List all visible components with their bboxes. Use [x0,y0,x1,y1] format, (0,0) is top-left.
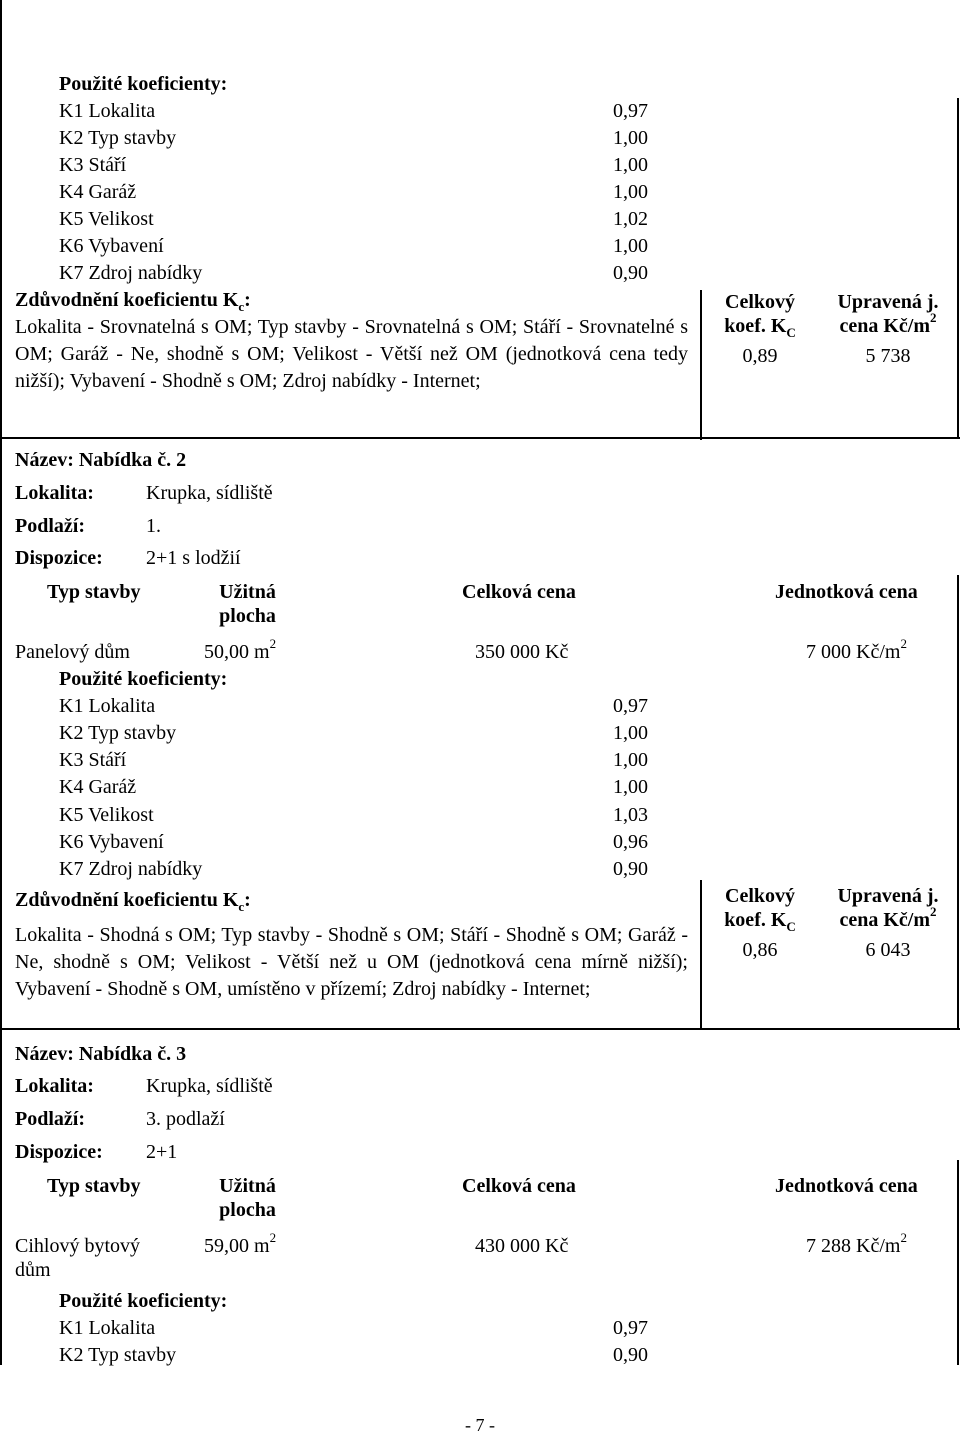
coef-value: 0,97 [613,1317,648,1339]
coef-value: 1,00 [613,127,648,149]
floor-label: Podlaží: [15,1108,85,1130]
header-total-price: Celková cena [462,581,576,603]
offer-name: Název: Nabídka č. 3 [15,1043,187,1065]
coef-value: 1,03 [613,804,648,826]
row-unit-price: 7 288 $Kč/m^2$ [806,1230,907,1257]
header-total-price: Celková cena [462,1175,576,1197]
justification-text-2: Lokalita - Shodná s OM; Typ stavby - Shodně s OM; Stáří - Shodně s OM; Garáž - Ne, shodně s OM; Velikost - Větší než u OM (jednotková cena mírně nižší); Vybavení - Shodně s OM, umístěno v přízemí; Zdroj nabídky - Internet; [15,924,688,1000]
coef-label: K3 Stáří [59,154,127,176]
coef-label: K4 Garáž [59,776,137,798]
justification-heading-2: Zdůvodnění koeficientu $K_c$: [15,889,251,914]
summary-divider-2 [700,880,702,1030]
coef-value: 0,96 [613,831,648,853]
coef-value: 1,00 [613,722,648,744]
floor-value: 3. podlaží [146,1108,225,1130]
row-type: Cihlový bytový dům [15,1235,141,1281]
adjusted-price-value-1: 5 738 [865,345,911,367]
coef-label: K2 Typ stavby [59,1344,177,1366]
coef-value: 1,02 [613,208,648,230]
offer-name: Název: Nabídka č. 2 [15,449,187,471]
total-coef-value-1: 0,89 [742,345,778,367]
coef-value: 1,00 [613,749,648,771]
coef-value: 0,90 [613,858,648,880]
page-number: - 7 - [465,1415,495,1435]
layout-label: Dispozice: [15,1141,103,1163]
adjusted-price-label-2: Upravená j. cena $Kč/m^2$ [837,885,939,931]
row-area: 50,00 $m^2$ [204,636,277,663]
block2-bottom-rule [0,1028,960,1030]
header-unit-price: Jednotková cena [775,581,918,603]
coef-label: K5 Velikost [59,208,154,230]
adjusted-price-value-2: 6 043 [865,939,911,961]
coef-value: 0,90 [613,262,648,284]
adjusted-price-label-1: Upravená j. cena $Kč/m^2$ [837,291,939,337]
coef-label: K7 Zdroj nabídky [59,858,203,880]
coef-value: 1,00 [613,154,648,176]
total-coef-label-1: Celkový koef. $K_C$ [724,291,796,340]
location-value: Krupka, sídliště [146,1075,273,1097]
block1-bottom-rule [0,437,960,439]
row-area: 59,00 $m^2$ [204,1230,277,1257]
coef-label: K6 Vybavení [59,831,164,853]
layout-label: Dispozice: [15,547,103,569]
row-type: Panelový dům [15,641,130,663]
coef-label: K5 Velikost [59,804,154,826]
coef-label: K4 Garáž [59,181,137,203]
row-unit-price: 7 000 $Kč/m^2$ [806,636,907,663]
coef-label: K1 Lokalita [59,100,156,122]
coef-value: 1,00 [613,181,648,203]
coef-heading-3: Použité koeficienty: [59,1290,228,1312]
coef-label: K7 Zdroj nabídky [59,262,203,284]
coef-label: K3 Stáří [59,749,127,771]
coef-heading-2: Použité koeficienty: [59,668,228,690]
header-area: Užitná plocha [219,1175,276,1221]
header-type: Typ stavby [47,581,141,603]
frame-right-line-bottom [957,1160,959,1365]
floor-value: 1. [146,515,161,537]
coef-label: K2 Typ stavby [59,127,177,149]
coef-label: K2 Typ stavby [59,722,177,744]
coef-label: K1 Lokalita [59,1317,156,1339]
total-coef-value-2: 0,86 [742,939,778,961]
header-area: Užitná plocha [219,581,276,627]
justification-text-1: Lokalita - Srovnatelná s OM; Typ stavby - Srovnatelná s OM; Stáří - Srovnatelné s OM; Garáž - Ne, shodně s OM; Velikost - Větší než OM (jednotková cena tedy nižší); Vybavení - Shodně s OM; Zdroj nabídky - Internet; [15,316,688,392]
location-value: Krupka, sídliště [146,482,273,504]
coef-value: 1,00 [613,776,648,798]
summary-divider-1 [700,290,702,440]
frame-right-line-mid [957,575,959,690]
header-unit-price: Jednotková cena [775,1175,918,1197]
coef-heading-1: Použité koeficienty: [59,73,228,95]
frame-right-line-mid2 [957,690,959,1030]
floor-label: Podlaží: [15,515,85,537]
layout-value: 2+1 s lodžií [146,547,241,569]
location-label: Lokalita: [15,482,94,504]
coef-value: 0,97 [613,100,648,122]
coef-label: K6 Vybavení [59,235,164,257]
justification-heading-1: Zdůvodnění koeficientu $K_c$: [15,289,251,314]
total-coef-label-2: Celkový koef. $K_C$ [724,885,796,934]
location-label: Lokalita: [15,1075,94,1097]
header-type: Typ stavby [47,1175,141,1197]
row-total-price: 350 000 Kč [475,641,569,663]
coef-value: 1,00 [613,235,648,257]
coef-value: 0,97 [613,695,648,717]
row-total-price: 430 000 Kč [475,1235,569,1257]
layout-value: 2+1 [146,1141,178,1163]
coef-value: 0,90 [613,1344,648,1366]
frame-right-line-top [957,98,959,438]
frame-left-line [0,0,2,1365]
coef-label: K1 Lokalita [59,695,156,717]
